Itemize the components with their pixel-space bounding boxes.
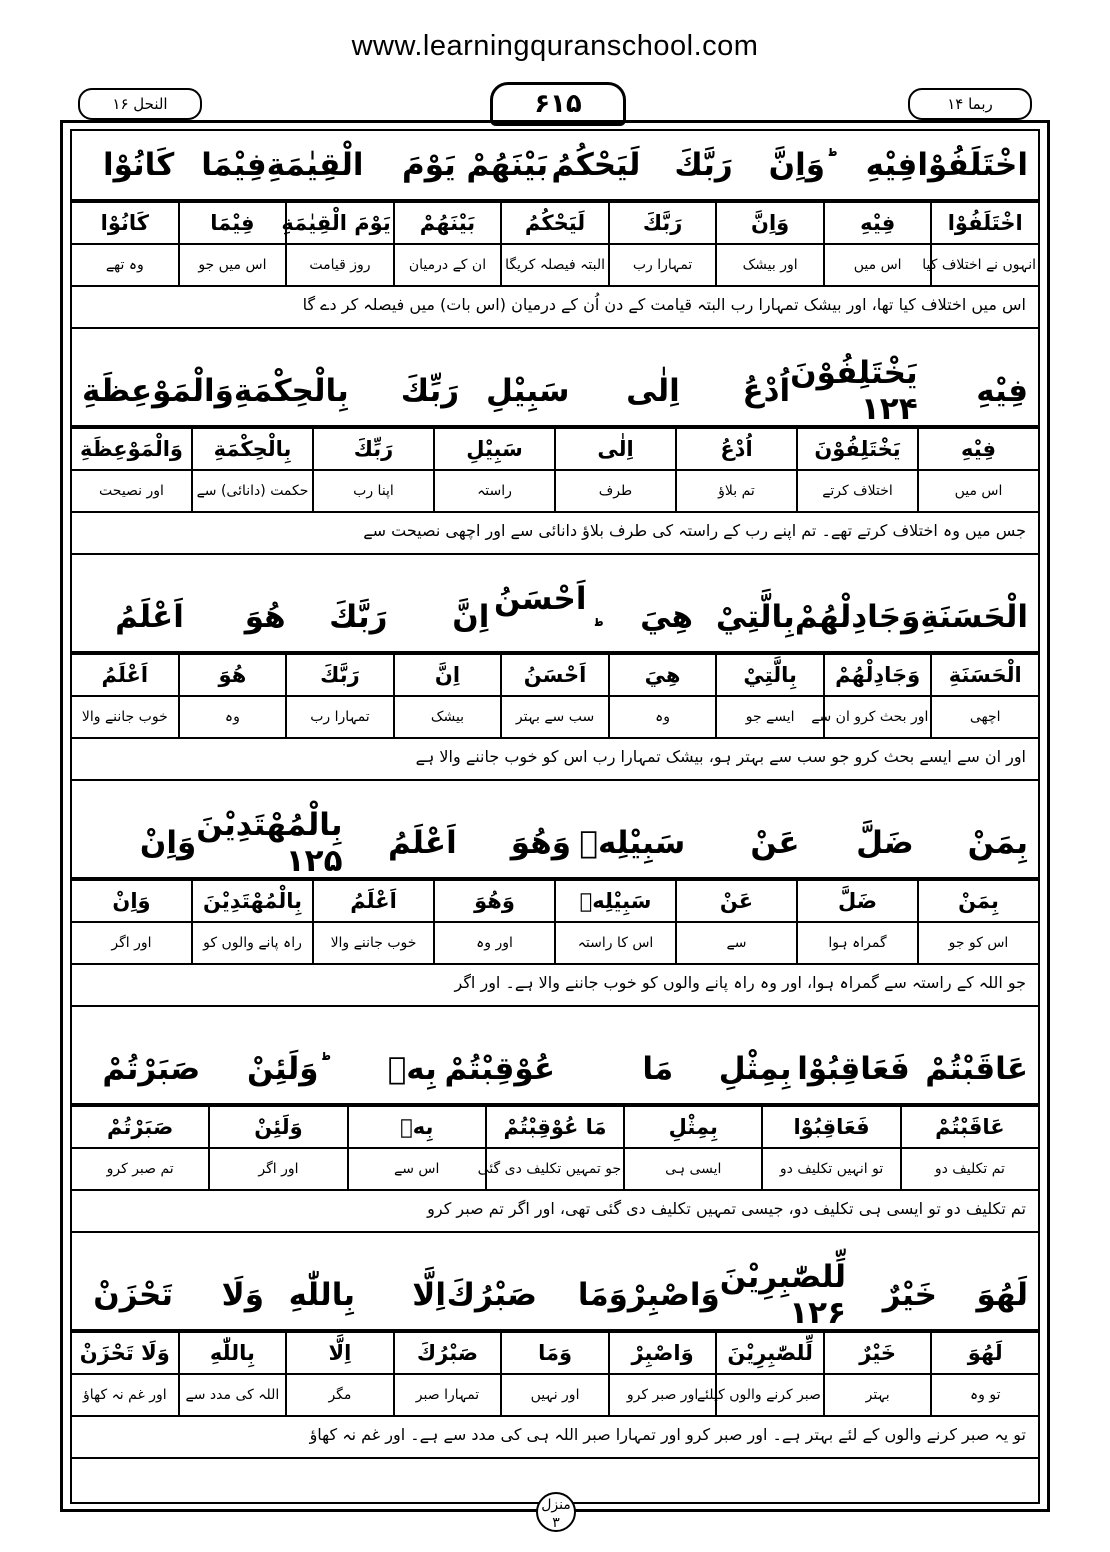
manzil-marker — [536, 1492, 576, 1532]
meaning-cell: اختلاف کرتے — [797, 470, 918, 512]
meaning-cell: اور اگر — [71, 922, 192, 964]
meaning-cell: اس میں — [824, 244, 932, 286]
arabic-word-cell: لِّلصّٰبِرِيْنَ — [716, 1332, 824, 1374]
verse-word: الْقِيٰمَةِ — [266, 147, 364, 183]
meaning-cell: اچھی — [931, 696, 1039, 738]
meaning-cell: مگر — [286, 1374, 394, 1416]
verse-word: بِالْمُهْتَدِيْنَ ۱۲۵ — [196, 807, 343, 879]
arabic-word-cell: فَعَاقِبُوْا — [762, 1106, 900, 1148]
word-grid — [70, 427, 1040, 513]
translation-line: اس میں اختلاف کیا تھا، اور بیشک تمہارا رب البتہ قیامت کے دن اُن کے درمیان (اس بات) میں فیصلہ کر دے گا — [70, 283, 1040, 329]
verse-word: كَانُوْا — [102, 147, 175, 183]
meaning-cell: تو انہیں تکلیف دو — [762, 1148, 900, 1190]
page-header — [60, 88, 1050, 120]
translation-line: اور ان سے ایسے بحث کرو جو سب سے بہتر ہو، بیشک تمہارا رب اس کو خوب جاننے والا ہے — [70, 735, 1040, 781]
verse-line — [70, 1035, 1040, 1105]
verse-word: بَيْنَهُمْ — [466, 147, 549, 183]
verse-text — [70, 357, 1040, 427]
verse-word: هُوَ — [244, 599, 286, 635]
meaning-cell: وہ تھے — [71, 244, 179, 286]
verse-word: رَبِّكَ — [400, 373, 460, 409]
arabic-word-cell: رَبَّكَ — [286, 654, 394, 696]
manzil-number: ۳ — [552, 1515, 560, 1531]
arabic-word-cell: اخْتَلَفُوْا — [931, 202, 1039, 244]
arabic-word-cell: اُدْعُ — [676, 428, 797, 470]
word-grid — [70, 1331, 1040, 1417]
verse-word: اَحْسَنُ — [494, 581, 587, 617]
verse-word: وَاصْبِرْ — [627, 1277, 720, 1313]
verse-word: الْحَسَنَةِ — [920, 599, 1028, 635]
meaning-cell: راہ پانے والوں کو — [192, 922, 313, 964]
verse-word: اَعْلَمُ — [115, 599, 184, 635]
meaning-cell: اور اگر — [209, 1148, 347, 1190]
verse-word: بِالَّتِيْ — [715, 599, 795, 635]
arabic-word-cell: وَاصْبِرْ — [609, 1332, 717, 1374]
arabic-word-cell: صَبْرُكَ — [394, 1332, 502, 1374]
meanings-row — [71, 1148, 1039, 1190]
verse-word: بِمَنْ — [967, 825, 1028, 861]
meaning-cell: سب سے بہتر — [501, 696, 609, 738]
verse-word: اُدْعُ — [742, 373, 791, 409]
verse-word: هِيَ — [640, 599, 693, 635]
verse-line — [70, 1261, 1040, 1331]
meaning-cell: اس میں — [918, 470, 1039, 512]
meaning-cell: سے — [676, 922, 797, 964]
word-grid — [70, 1105, 1040, 1191]
arabic-word-cell: وَهُوَ — [434, 880, 555, 922]
verse-word: ضَلَّ — [856, 825, 914, 861]
arabic-word-cell: هُوَ — [179, 654, 287, 696]
verse-word: اَعْلَمُ — [387, 825, 457, 861]
meaning-cell: صبر کرنے والوں کیلئے — [716, 1374, 824, 1416]
meaning-cell: تمہارا صبر — [394, 1374, 502, 1416]
meanings-row — [71, 244, 1039, 286]
verse-word: لِّلصّٰبِرِيْنَ ۱۲۶ — [719, 1259, 847, 1331]
arabic-word-cell: وَلَئِنْ — [209, 1106, 347, 1148]
arabic-word-cell: رَبَّكَ — [609, 202, 717, 244]
arabic-words-row — [71, 428, 1039, 470]
arabic-word-cell: لَيَحْكُمُ — [501, 202, 609, 244]
word-grid — [70, 879, 1040, 965]
verse-word: مَا — [642, 1051, 674, 1087]
verse-word: عَاقَبْتُمْ — [925, 1051, 1028, 1087]
verse-line — [70, 357, 1040, 427]
meaning-cell: تم صبر کرو — [71, 1148, 209, 1190]
arabic-word-cell: خَيْرٌ — [824, 1332, 932, 1374]
arabic-word-cell: اِلَّا — [286, 1332, 394, 1374]
meaning-cell: انہوں نے اختلاف کیا — [931, 244, 1039, 286]
arabic-words-row — [71, 1332, 1039, 1374]
arabic-word-cell: مَا عُوْقِبْتُمْ — [486, 1106, 624, 1148]
verse-word: بِالْحِكْمَةِ — [233, 373, 349, 409]
arabic-word-cell: فِيْمَا — [179, 202, 287, 244]
meaning-cell: ایسے جو — [716, 696, 824, 738]
arabic-word-cell: وَاِنْ — [71, 880, 192, 922]
site-url: www.learningquranschool.com — [351, 30, 759, 62]
meaning-cell: اس میں جو — [179, 244, 287, 286]
verse-word: وَجَادِلْهُمْ — [794, 599, 921, 635]
arabic-word-cell: لَهُوَ — [931, 1332, 1039, 1374]
arabic-word-cell: رَبِّكَ — [313, 428, 434, 470]
verse-word: وَهُوَ — [510, 825, 571, 861]
verse-word: بِمِثْلِ — [718, 1051, 792, 1087]
meaning-cell: گمراہ ہوا — [797, 922, 918, 964]
arabic-word-cell: سَبِيْلِ — [434, 428, 555, 470]
verse-line — [70, 809, 1040, 879]
arabic-word-cell: عَاقَبْتُمْ — [901, 1106, 1039, 1148]
verse-word: سَبِيْلِهٖ — [579, 825, 686, 861]
meaning-cell: اور غم نہ کھاؤ — [71, 1374, 179, 1416]
meaning-cell: ان کے درمیان — [394, 244, 502, 286]
arabic-word-cell: هِيَ — [609, 654, 717, 696]
verse-word: بِاللّٰهِ — [288, 1277, 355, 1313]
page-number: ۶۱۵ — [490, 82, 626, 126]
verse-word: رَبَّكَ — [329, 599, 388, 635]
word-grid — [70, 201, 1040, 287]
meaning-cell: حکمت (دانائی) سے — [192, 470, 313, 512]
meaning-cell: اپنا رب — [313, 470, 434, 512]
meaning-cell: بہتر — [824, 1374, 932, 1416]
verse-line — [70, 583, 1040, 653]
meaning-cell: تمہارا رب — [609, 244, 717, 286]
meaning-cell: البتہ فیصلہ کریگا — [501, 244, 609, 286]
translation-line: تم تکلیف دو تو ایسی ہی تکلیف دو، جیسی تمہیں تکلیف دی گئی تھی، اور اگر تم صبر کرو — [70, 1187, 1040, 1233]
arabic-word-cell: يَخْتَلِفُوْنَ — [797, 428, 918, 470]
meanings-row — [71, 1374, 1039, 1416]
meaning-cell: جو تمہیں تکلیف دی گئی — [486, 1148, 624, 1190]
arabic-word-cell: فِيْهِ — [824, 202, 932, 244]
meaning-cell: اور صبر کرو — [609, 1374, 717, 1416]
arabic-word-cell: اِلٰى — [555, 428, 676, 470]
verse-word: صَبْرُكَ — [446, 1277, 537, 1313]
verse-word: وَلَا — [221, 1277, 264, 1313]
translation-line: تو یہ صبر کرنے والوں کے لئے بہتر ہے۔ اور صبر کرو اور تمہارا صبر اللہ ہی کی مدد سے ہے۔ اور غم نہ کھاؤ — [70, 1413, 1040, 1459]
verse-word: عَنْ — [750, 825, 800, 861]
meaning-cell: اور وہ — [434, 922, 555, 964]
meaning-cell: اس سے — [348, 1148, 486, 1190]
arabic-word-cell: بِالْحِكْمَةِ — [192, 428, 313, 470]
verse-text — [70, 583, 1040, 653]
arabic-word-cell: اَعْلَمُ — [71, 654, 179, 696]
meaning-cell: ایسی ہی — [624, 1148, 762, 1190]
verse-word: لَهُوَ — [976, 1277, 1028, 1313]
arabic-word-cell: بِهٖ — [348, 1106, 486, 1148]
verse-text — [70, 1261, 1040, 1331]
verse-word: فَعَاقِبُوْا — [797, 1051, 910, 1087]
meanings-row — [71, 696, 1039, 738]
verse-word: اخْتَلَفُوْا — [917, 147, 1028, 183]
arabic-word-cell: بِالْمُهْتَدِيْنَ — [192, 880, 313, 922]
meanings-row — [71, 922, 1039, 964]
verse-word: تَحْزَنْ — [93, 1277, 173, 1313]
arabic-word-cell: بِمِثْلِ — [624, 1106, 762, 1148]
verse-word: اِلَّا — [412, 1277, 446, 1313]
meaning-cell: راستہ — [434, 470, 555, 512]
arabic-word-cell: الْحَسَنَةِ — [931, 654, 1039, 696]
meaning-cell: اور بحث کرو ان سے — [824, 696, 932, 738]
verse-word: فِيْمَا — [201, 147, 267, 183]
arabic-word-cell: وَاِنَّ — [716, 202, 824, 244]
verse-word: وَاِنْ — [139, 825, 197, 861]
arabic-word-cell: صَبَرْتُمْ — [71, 1106, 209, 1148]
verse-word: لَيَحْكُمُ — [551, 147, 641, 183]
arabic-word-cell: اِنَّ — [394, 654, 502, 696]
verse-word: رَبَّكَ — [674, 147, 733, 183]
verse-text — [70, 809, 1040, 879]
meaning-cell: وہ — [179, 696, 287, 738]
translation-line: جو اللہ کے راستہ سے گمراہ ہوا، اور وہ راہ پانے والوں کو خوب جاننے والا ہے۔ اور اگر — [70, 961, 1040, 1007]
verse-word: وَمَا — [577, 1277, 628, 1313]
meanings-row — [71, 470, 1039, 512]
arabic-word-cell: وَالْمَوْعِظَةِ — [71, 428, 192, 470]
arabic-word-cell: كَانُوْا — [71, 202, 179, 244]
meaning-cell: تمہارا رب — [286, 696, 394, 738]
meaning-cell: خوب جاننے والا — [71, 696, 179, 738]
juz-name: ربما ۱۴ — [908, 88, 1032, 120]
verse-word: وَالْمَوْعِظَةِ — [81, 373, 234, 409]
verse-word: فِيْهِ — [976, 373, 1028, 409]
arabic-words-row — [71, 202, 1039, 244]
arabic-words-row — [71, 1106, 1039, 1148]
arabic-word-cell: اَعْلَمُ — [313, 880, 434, 922]
meaning-cell: اور نہیں — [501, 1374, 609, 1416]
verse-word: صَبَرْتُمْ — [102, 1051, 201, 1087]
meaning-cell: بیشک — [394, 696, 502, 738]
verse-text — [70, 131, 1040, 201]
verse-word: بِهٖ ؕ — [318, 1051, 437, 1087]
verse-word: وَاِنَّ — [768, 147, 826, 183]
verse-word: فِيْهِ ؕ — [825, 147, 918, 183]
arabic-word-cell: فِيْهِ — [918, 428, 1039, 470]
verse-word: وَلَئِنْ — [247, 1051, 319, 1087]
translation-line: جس میں وہ اختلاف کرتے تھے۔ تم اپنے رب کے راستہ کی طرف بلاؤ دانائی سے اور اچھی نصیحت سے — [70, 509, 1040, 555]
arabic-word-cell: بِالَّتِيْ — [716, 654, 824, 696]
manzil-label: منزل — [541, 1497, 571, 1513]
arabic-word-cell: اَحْسَنُ — [501, 654, 609, 696]
arabic-word-cell: بِمَنْ — [918, 880, 1039, 922]
meaning-cell: روز قیامت — [286, 244, 394, 286]
meaning-cell: تو وہ — [931, 1374, 1039, 1416]
meaning-cell: اس کو جو — [918, 922, 1039, 964]
surah-name: النحل ۱۶ — [78, 88, 202, 120]
arabic-word-cell: سَبِيْلِهٖ — [555, 880, 676, 922]
meaning-cell: طرف — [555, 470, 676, 512]
arabic-word-cell: وَمَا — [501, 1332, 609, 1374]
arabic-word-cell: بَيْنَهُمْ — [394, 202, 502, 244]
arabic-word-cell: بِاللّٰهِ — [179, 1332, 287, 1374]
arabic-words-row — [71, 654, 1039, 696]
verse-line — [70, 131, 1040, 201]
verse-word: اِلٰى — [626, 373, 680, 409]
meaning-cell: اس کا راستہ — [555, 922, 676, 964]
verse-word: خَيْرٌ — [882, 1277, 938, 1313]
verse-word: يَخْتَلِفُوْنَ ۱۲۴ — [790, 355, 918, 427]
arabic-words-row — [71, 880, 1039, 922]
meaning-cell: خوب جاننے والا — [313, 922, 434, 964]
meaning-cell: تم بلاؤ — [676, 470, 797, 512]
arabic-word-cell: ضَلَّ — [797, 880, 918, 922]
arabic-word-cell: وَلَا تَحْزَنْ — [71, 1332, 179, 1374]
meaning-cell: اللہ کی مدد سے — [179, 1374, 287, 1416]
verse-word: اِنَّ — [452, 599, 490, 635]
meaning-cell: اور نصیحت — [71, 470, 192, 512]
meaning-cell: اور بیشک — [716, 244, 824, 286]
verse-word: عُوْقِبْتُمْ — [444, 1051, 555, 1087]
verse-word: سَبِيْلِ — [486, 373, 570, 409]
arabic-word-cell: يَوْمَ الْقِيٰمَةِ — [286, 202, 394, 244]
verse-word: يَوْمَ — [401, 147, 456, 183]
word-grid — [70, 653, 1040, 739]
meaning-cell: تم تکلیف دو — [901, 1148, 1039, 1190]
verse-text — [70, 1035, 1040, 1105]
arabic-word-cell: عَنْ — [676, 880, 797, 922]
meaning-cell: وہ — [609, 696, 717, 738]
arabic-word-cell: وَجَادِلْهُمْ — [824, 654, 932, 696]
